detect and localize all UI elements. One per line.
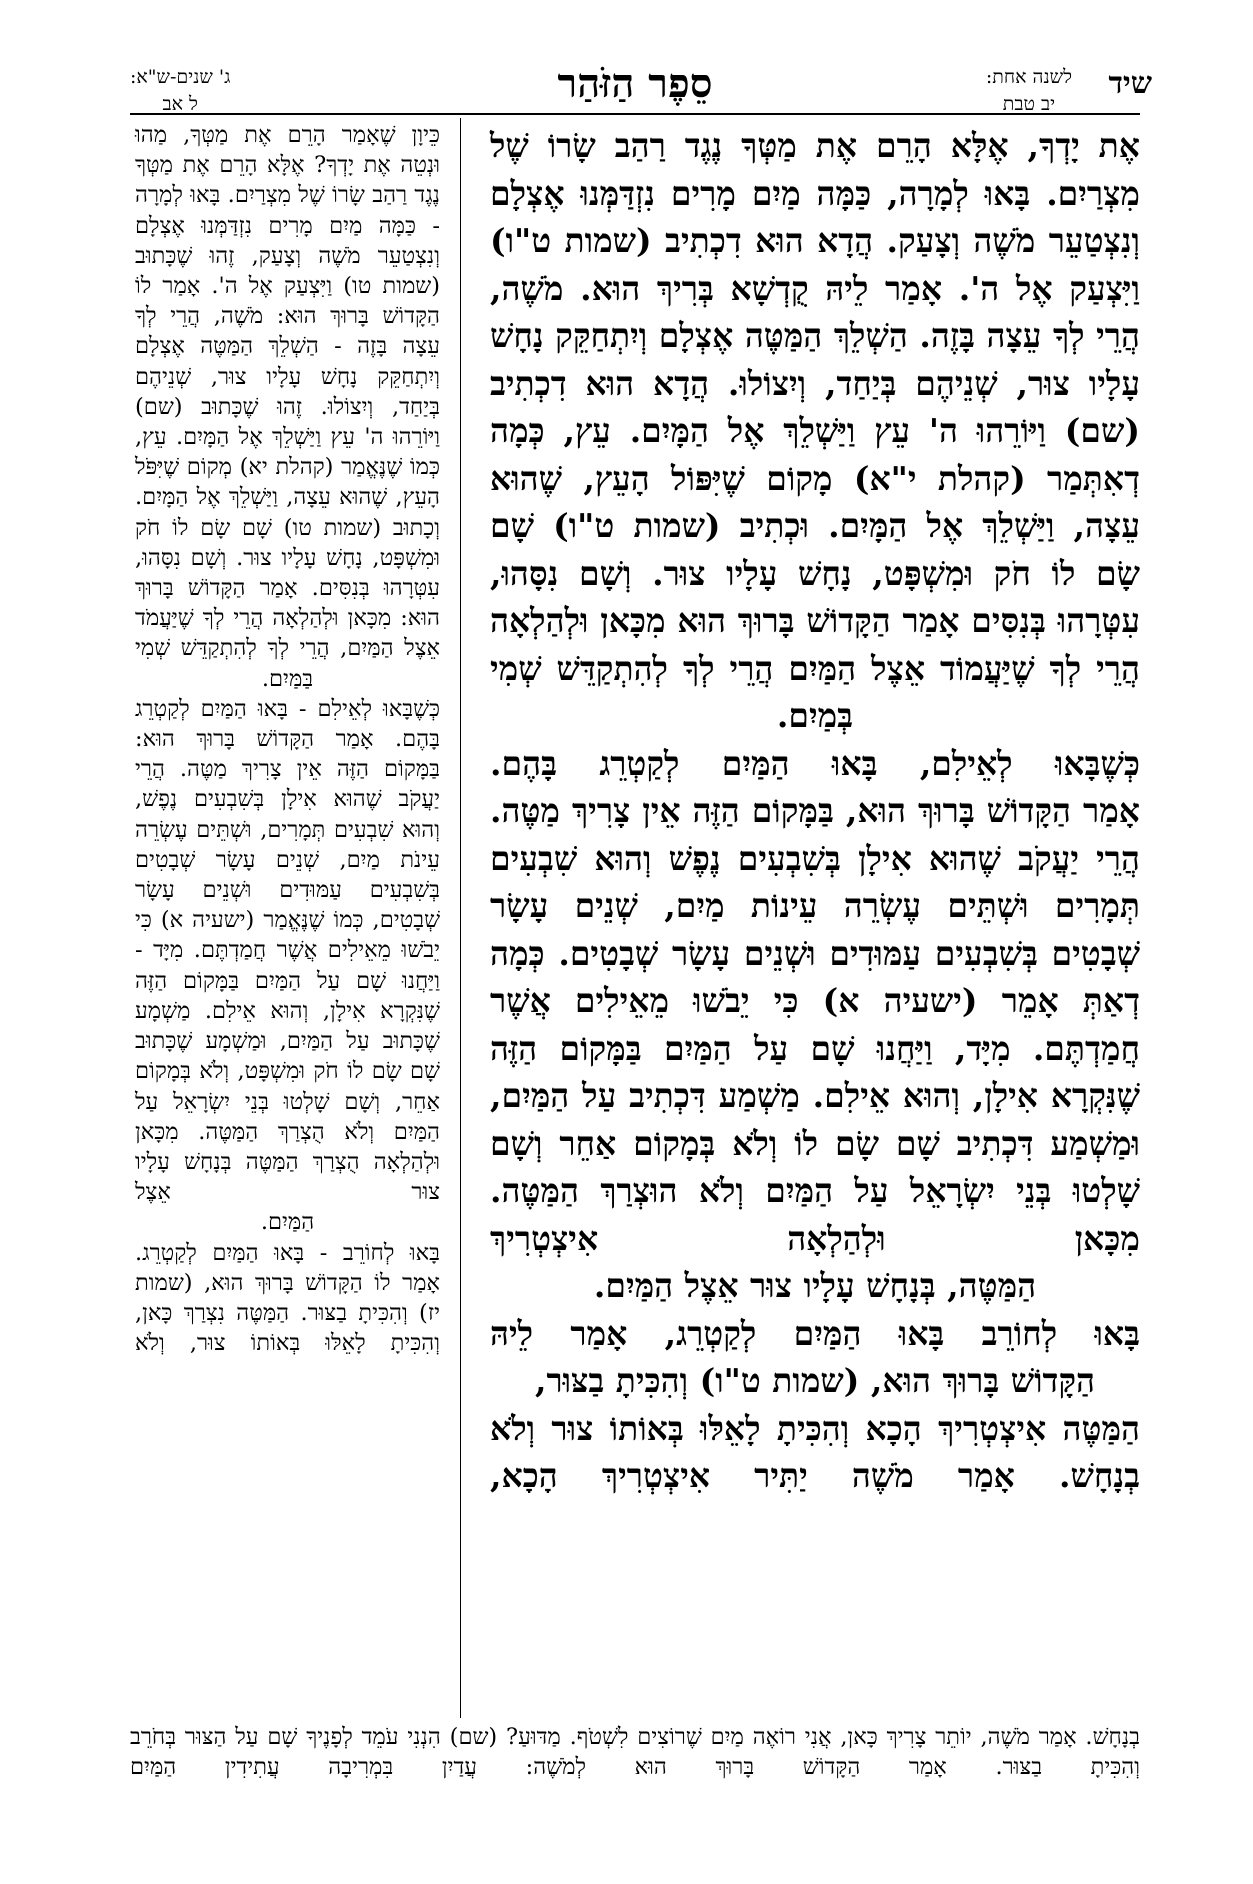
main-paragraph-tail: הַמַּטֶּה, בְּנָחָשׁ עָלָיו צוּר אֵצֶל הַמַּיִם.	[593, 1266, 1037, 1305]
translation-paragraph: בָּאוּ לְחוֹרֵב - בָּאוּ הַמַּיִם לְקַטְרֵג. אָמַר לוֹ הַקָּדוֹשׁ בָּרוּךְ הוּא, (שמות יז) וְהִכִּיתָ בַצּוּר. הַמַּטֶּה נִצְרַךְ כָּאן, וְהִכִּיתָ לָאֵלּוּ בְּאוֹתוֹ צוּר, וְלֹא	[135, 1239, 440, 1357]
main-paragraph-tail: הַקָּדוֹשׁ בָּרוּךְ הוּא, (שמות ט"ו) וְהִכִּיתָ בַצּוּר,	[534, 1361, 1096, 1400]
translation-paragraph-tail: בַּמַּיִם.	[261, 665, 314, 692]
main-paragraph: בָּאוּ לְחוֹרֵב בָּאוּ הַמַּיִם לְקַטְרֵג, אָמַר לֵיהּ	[490, 1313, 1140, 1353]
translation-paragraph-tail: הַמַּיִם.	[260, 1209, 315, 1236]
main-paragraph	[490, 787, 1140, 1262]
schedule-label-three-years: ג' שנים-ש"א:	[130, 66, 231, 88]
book-title: סֵפֶר הַזֹּהַר	[557, 60, 713, 107]
schedule-label-one-year: לשנה אחת:	[985, 66, 1072, 88]
column-divider	[460, 118, 461, 1718]
translation-continuation: בְנָחָשׁ. אָמַר מֹשֶׁה, יוֹתֵר צָרִיךְ כָּאן, אֲנִי רוֹאֶה מַיִם שֶׁרוֹצִים לִשְׁטֹף. מַדּוּעַ? (שם) הִנְנִי עֹמֵד לְפָנֶיךָ שָׁם עַל הַצּוּר בְּחֹרֵב וְהִכִּיתָ בַצּוּר. אָמַר הַקָּדוֹשׁ בָּרוּךְ הוּא לְמֹשֶׁה: עֲדַיִן בִּמְרִיבָה עֲתִידִין הַמַּיִם	[130, 1724, 1140, 1780]
schedule-date-one-year: יב טבת	[1002, 93, 1056, 115]
main-paragraph-text: אֶת יָדְךָ, אֶלָּא הָרֵם אֶת מַטְּךָ נֶגֶד רַהַב שָׂרוֹ שֶׁל מִצְרַיִם. בָּאוּ לְמָרָה, כַּמָּה מַיִם מָרִים נִזְדַּמְּנוּ אֶצְלָם וְנִצְטַעֵר מֹשֶׁה וְצָעַק. הֲדָא הוּא דִכְתִיב (שמות ט"ו) וַיִּצְעַק אֶל ה'. אָמַר לֵיהּ קֻדְשָׁא בְּרִיךְ הוּא. מֹשֶׁה, הֲרֵי לְךָ עֵצָה בָּזֶה. הַשְׁלֵךְ הַמַּטֶּה אֶצְלָם וְיִתְחַקֵּק נָחָשׁ עָלָיו צוּר, שְׁנֵיהֶם בְּיַחַד, וְיִצוֹלוּ. הֲדָא הוּא דִכְתִיב (שם) וַיּוֹרֵהוּ ה' עֵץ וַיַּשְׁלֵךְ אֶל הַמָּיִם. עֵץ, כְּמָה דְאִתְּמַר (קהלת י"א) מָקוֹם שֶׁיִּפּוֹל הָעֵץ, שֶׁהוּא עֵצָה, וַיַּשְׁלֵךְ אֶל הַמָּיִם. וּכְתִיב (שמות ט"ו) שָׁם שָׂם לוֹ חֹק וּמִשְׁפָּט, נָחָשׁ עָלָיו צוּר. וְשָׁם נִסָּהוּ, עִטְּרָהוּ בְּנִסִּים אָמַר הַקָּדוֹשׁ בָּרוּךְ הוּא מִכָּאן וּלְהַלְאָה הֲרֵי לְךָ שֶׁיַּעֲמוֹד אֵצֶל הַמַּיִם הֲרֵי לְךָ לְהִתְקַדֵּשׁ שְׁמִי	[490, 126, 1140, 688]
page-number: שיד	[1108, 66, 1152, 101]
main-paragraph-tail: בְּמַיִם.	[776, 696, 854, 735]
translation-paragraph: כֵּיוָן שֶׁאָמַר הָרֵם אֶת מַטְּךָ, מַהוּ וּנְטֵה אֶת יָדְךָ? אֶלָּא הָרֵם אֶת מַטְּךָ נֶגֶד רַהַב שָׂרוֹ שֶׁל מִצְרַיִם. בָּאוּ לְמָרָה - כַּמָּה מַיִם מָרִים נִזְדַּמְּנוּ אֶצְלָם וְנִצְטַעֵר מֹשֶׁה וְצָעַק, זֶהוּ שֶׁכָּתוּב (שמות טו) וַיִּצְעַק אֶל ה'. אָמַר לוֹ הַקָּדוֹשׁ בָּרוּךְ הוּא: מֹשֶׁה, הֲרֵי לְךָ עֵצָה בָּזֶה - הַשְׁלֵךְ הַמַּטֶּה אֶצְלָם וְיִתְחַקֵּק נָחָשׁ עָלָיו צוּר, שְׁנֵיהֶם בְּיַחַד, וְיִצוֹלוּ. זֶהוּ שֶׁכָּתוּב (שם) וַיּוֹרֵהוּ ה' עֵץ וַיַּשְׁלֵךְ אֶל הַמָּיִם. עֵץ, כְּמוֹ שֶׁנֶּאֱמַר (קהלת יא) מְקוֹם שֶׁיִּפֹּל הָעֵץ, שֶׁהוּא עֵצָה, וַיַּשְׁלֵךְ אֶל הַמָּיִם. וְכָתוּב (שמות טו) שָׁם שָׂם לוֹ חֹק וּמִשְׁפָּט, נָחָשׁ עָלָיו צוּר. וְשָׁם נִסָּהוּ, עִטְּרָהוּ בְּנִסִּים. אָמַר הַקָּדוֹשׁ בָּרוּךְ הוּא: מִכָּאן וּלְהַלְאָה הֲרֵי לְךָ שֶׁיַּעֲמֹד אֵצֶל הַמַּיִם, הֲרֵי לְךָ לְהִתְקַדֵּשׁ שְׁמִי	[135, 122, 440, 662]
schedule-date-three-years: ל אב	[162, 93, 198, 115]
main-paragraph-text: אָמַר הַקָּדוֹשׁ בָּרוּךְ הוּא, בַּמָּקוֹם הַזֶּה אֵין צָרִיךְ מַטֶּה. הֲרֵי יַעֲקֹב שֶׁהוּא אִילָן בְּשִׁבְעִים נֶפֶשׁ וְהוּא שִׁבְעִים תְּמָרִים וּשְׁתֵּים עֶשְׂרֵה עֵינוֹת מַיִם, שְׁנֵים עָשָׂר שְׁבָטִים בְּשִׁבְעִים עַמּוּדִים וּשְׁנֵים עָשָׂר שְׁבָטִים. כְּמָה דְאַתְּ אָמֵר (ישעיה א) כִּי יֵבֹשׁוּ מֵאֵילִים אֲשֶׁר חֲמַדְתֶּם. מִיָּד, וַיַּחֲנוּ שָׁם עַל הַמַּיִם בַּמָּקוֹם הַזֶּה שֶׁנִּקְרָא אִילָן, וְהוּא אֵילִם. מַשְׁמַע דִּכְתִיב עַל הַמַּיִם, וּמַשְׁמַע דִּכְתִיב שָׁם שָׂם לוֹ וְלֹא בְּמָקוֹם אַחֵר וְשָׁם שָׁלְטוּ בְּנֵי יִשְׂרָאֵל עַל הַמַּיִם וְלֹא הוּצְרַךְ הַמַּטֶּה. מִכָּאן וּלְהַלְאָה אִיצְטְרִיךְ	[490, 791, 1140, 1258]
main-paragraph: כְּשֶׁבָּאוּ לְאֵילִם, בָּאוּ הַמַּיִם לְקַטְרֵג בָּהֶם.	[490, 743, 1140, 783]
main-paragraph	[490, 122, 1140, 692]
main-paragraph: הַמַּטֶּה אִיצְטְרִיךְ הָכָא וְהִכִּיתָ לָאֵלּוּ בְּאוֹתוֹ צוּר וְלֹא בְנָחָשׁ. אָמַר מֹשֶׁה יַתִּיר אִיצְטְרִיךְ הָכָא,	[490, 1408, 1140, 1495]
main-text-column	[490, 122, 1140, 1500]
header-rule	[130, 113, 1140, 115]
translation-column	[135, 120, 440, 1358]
translation-paragraph: כְּשֶׁבָּאוּ לְאֵילִם - בָּאוּ הַמַּיִם לְקַטְרֵג בָּהֶם. אָמַר הַקָּדוֹשׁ בָּרוּךְ הוּא: בַּמָּקוֹם הַזֶּה אֵין צָרִיךְ מַטֶּה. הֲרֵי יַעֲקֹב שֶׁהוּא אִילָן בְּשִׁבְעִים נֶפֶשׁ, וְהוּא שִׁבְעִים תְּמָרִים, וּשְׁתֵּים עֶשְׂרֵה עֵינֹת מַיִם, שְׁנֵים עָשָׂר שְׁבָטִים בְּשִׁבְעִים עַמּוּדִים וּשְׁנֵים עָשָׂר שְׁבָטִים, כְּמוֹ שֶׁנֶּאֱמַר (ישעיה א) כִּי יֵבֹשׁוּ מֵאֵילִים אֲשֶׁר חֲמַדְתֶּם. מִיָּד - וַיַּחֲנוּ שָׁם עַל הַמַּיִם בַּמָּקוֹם הַזֶּה שֶׁנִּקְרָא אִילָן, וְהוּא אֵילִם. מַשְׁמָע שֶׁכָּתוּב עַל הַמַּיִם, וּמַשְׁמָע שֶׁכָּתוּב שָׁם שָׂם לוֹ חֹק וּמִשְׁפָּט, וְלֹא בְּמָקוֹם אַחֵר, וְשָׁם שָׁלְטוּ בְּנֵי יִשְׂרָאֵל עַל הַמַּיִם וְלֹא הֻצְרַךְ הַמַּטֶּה. מִכָּאן וּלְהַלְאָה הֻצְרַךְ הַמַּטֶּה בְּנָחָשׁ עָלָיו צוּר אֵצֶל	[135, 695, 440, 1206]
study-schedule-three-years	[130, 64, 230, 118]
